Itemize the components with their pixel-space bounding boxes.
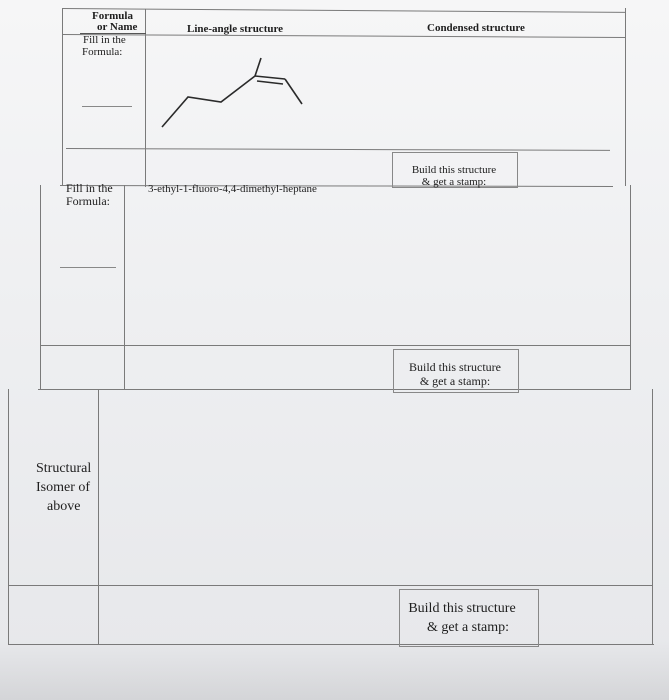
row1-bottom	[60, 185, 613, 187]
row2-label-line1: Fill in the	[66, 181, 113, 195]
right-border-lower	[652, 389, 653, 645]
row3-label-line2: Isomer of	[36, 480, 91, 495]
column-divider-middle	[124, 185, 125, 390]
row1-formula-blank[interactable]	[82, 106, 132, 107]
stamp3-line1: Build this structure	[408, 601, 516, 616]
table-top-border	[62, 8, 626, 13]
header-divider	[62, 34, 626, 38]
right-border-middle	[630, 185, 631, 390]
column-divider-lower	[98, 389, 99, 645]
row2-formula-blank[interactable]	[60, 267, 116, 268]
row1-stamp-top	[66, 148, 610, 151]
left-border-middle	[40, 185, 41, 390]
stamp2-line1: Build this structure	[409, 360, 501, 374]
stamp1-line1: Build this structure	[411, 164, 497, 176]
row2-stamp-top	[40, 345, 630, 346]
header-condensed-label: Condensed structure	[427, 22, 525, 34]
header-name-label: or Name	[97, 21, 138, 33]
row2-bottom	[38, 389, 631, 390]
left-border-lower	[8, 389, 9, 645]
stamp3-line2: & get a stamp:	[426, 620, 510, 635]
row1-label-line2: Formula:	[82, 46, 123, 58]
right-border-upper	[625, 8, 626, 186]
row3-label-line1: Structural	[36, 461, 92, 476]
column-divider-upper	[145, 9, 146, 187]
header-formula-label: Formula	[92, 10, 133, 22]
stamp-box-3[interactable]	[399, 589, 539, 647]
stamp1-line2: & get a stamp:	[421, 176, 487, 188]
row3-label-line3: above	[47, 499, 81, 514]
row2-label-line2: Formula:	[66, 194, 110, 208]
line-angle-structure	[158, 50, 318, 130]
row1-label-line1: Fill in the	[83, 34, 126, 46]
row3-stamp-top	[8, 585, 652, 586]
row2-compound-name: 3-ethyl-1-fluoro-4,4-dimethyl-heptane	[148, 183, 317, 195]
page-shadow	[0, 640, 669, 700]
header-line-angle-label: Line-angle structure	[187, 23, 284, 35]
left-border-upper	[62, 8, 63, 186]
stamp2-line2: & get a stamp:	[419, 374, 491, 388]
